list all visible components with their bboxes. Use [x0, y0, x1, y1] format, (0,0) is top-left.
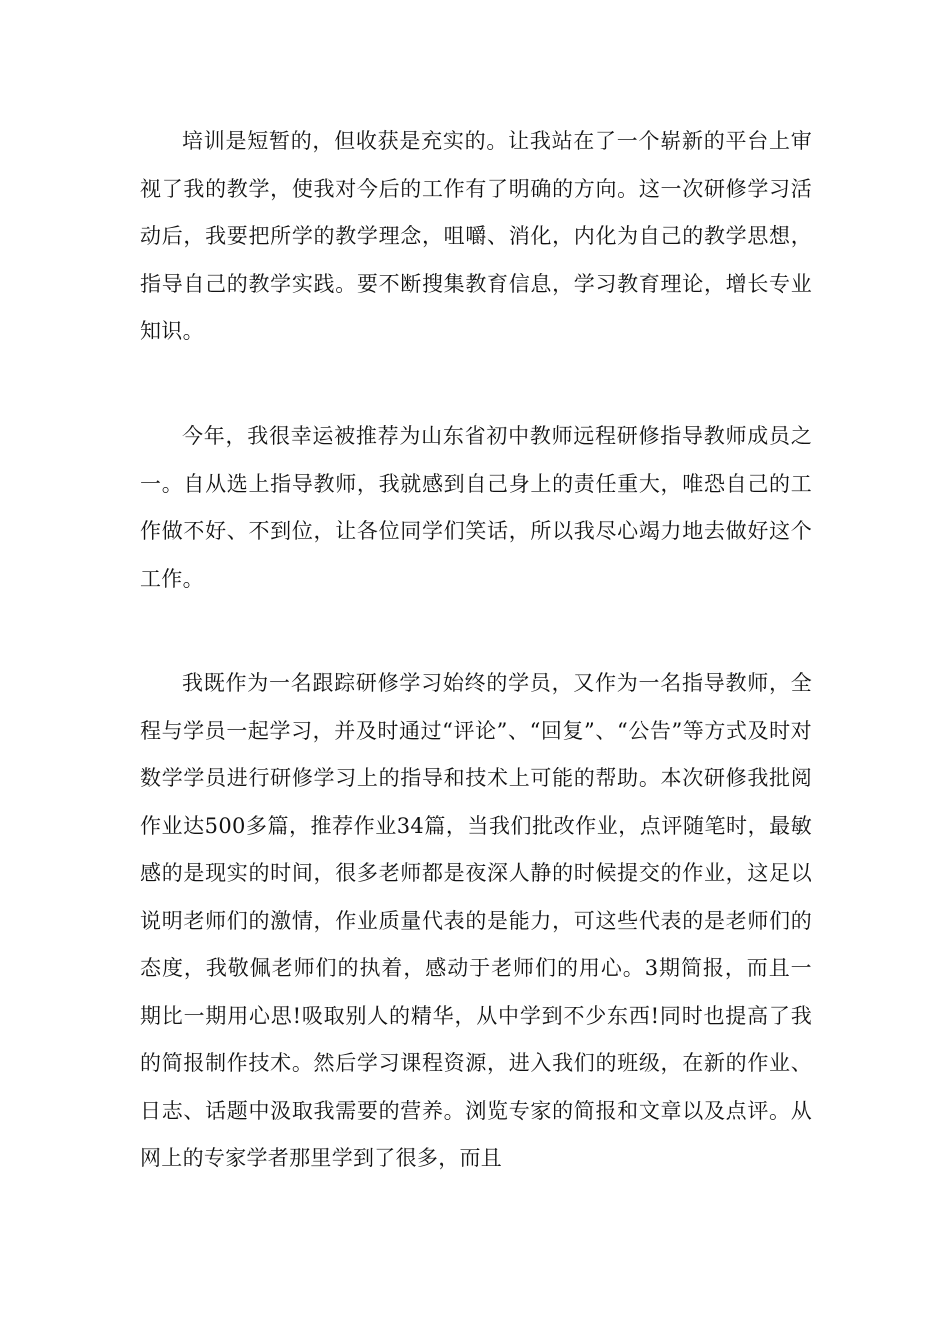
paragraph-tutor-work: 我既作为一名跟踪研修学习始终的学员，又作为一名指导教师，全程与学员一起学习，并及时通过“评论”、“回复”、“公告”等方式及时对数学学员进行研修学习上的指导和技术上可能的帮助。本次研修我批阅作业达500多篇，推荐作业34篇，当我们批改作业，点评随笔时，最敏感的是现实的时间，很多老师都是夜深人静的时候提交的作业，这足以说明老师们的激情，作业质量代表的是能力，可这些代表的是老师们的态度，我敬佩老师们的执着，感动于老师们的用心。3期简报，而且一期比一期用心思!吸取别人的精华，从中学到不少东西!同时也提高了我的简报制作技术。然后学习课程资源，进入我们的班级，在新的作业、日志、话题中汲取我需要的营养。浏览专家的简报和文章以及点评。从网上的专家学者那里学到了很多，而且: [140, 671, 812, 1170]
paragraph-training-reflection: 培训是短暂的，但收获是充实的。让我站在了一个崭新的平台上审视了我的教学，使我对今后的工作有了明确的方向。这一次研修学习活动后，我要把所学的教学理念，咀嚼、消化，内化为自己的教学思想，指导自己的教学实践。要不断搜集教育信息，学习教育理论，增长专业知识。: [140, 129, 812, 343]
paragraph-tutor-selection: 今年，我很幸运被推荐为山东省初中教师远程研修指导教师成员之一。自从选上指导教师，我就感到自己身上的责任重大，唯恐自己的工作做不好、不到位，让各位同学们笑话，所以我尽心竭力地去做好这个工作。: [140, 424, 812, 591]
